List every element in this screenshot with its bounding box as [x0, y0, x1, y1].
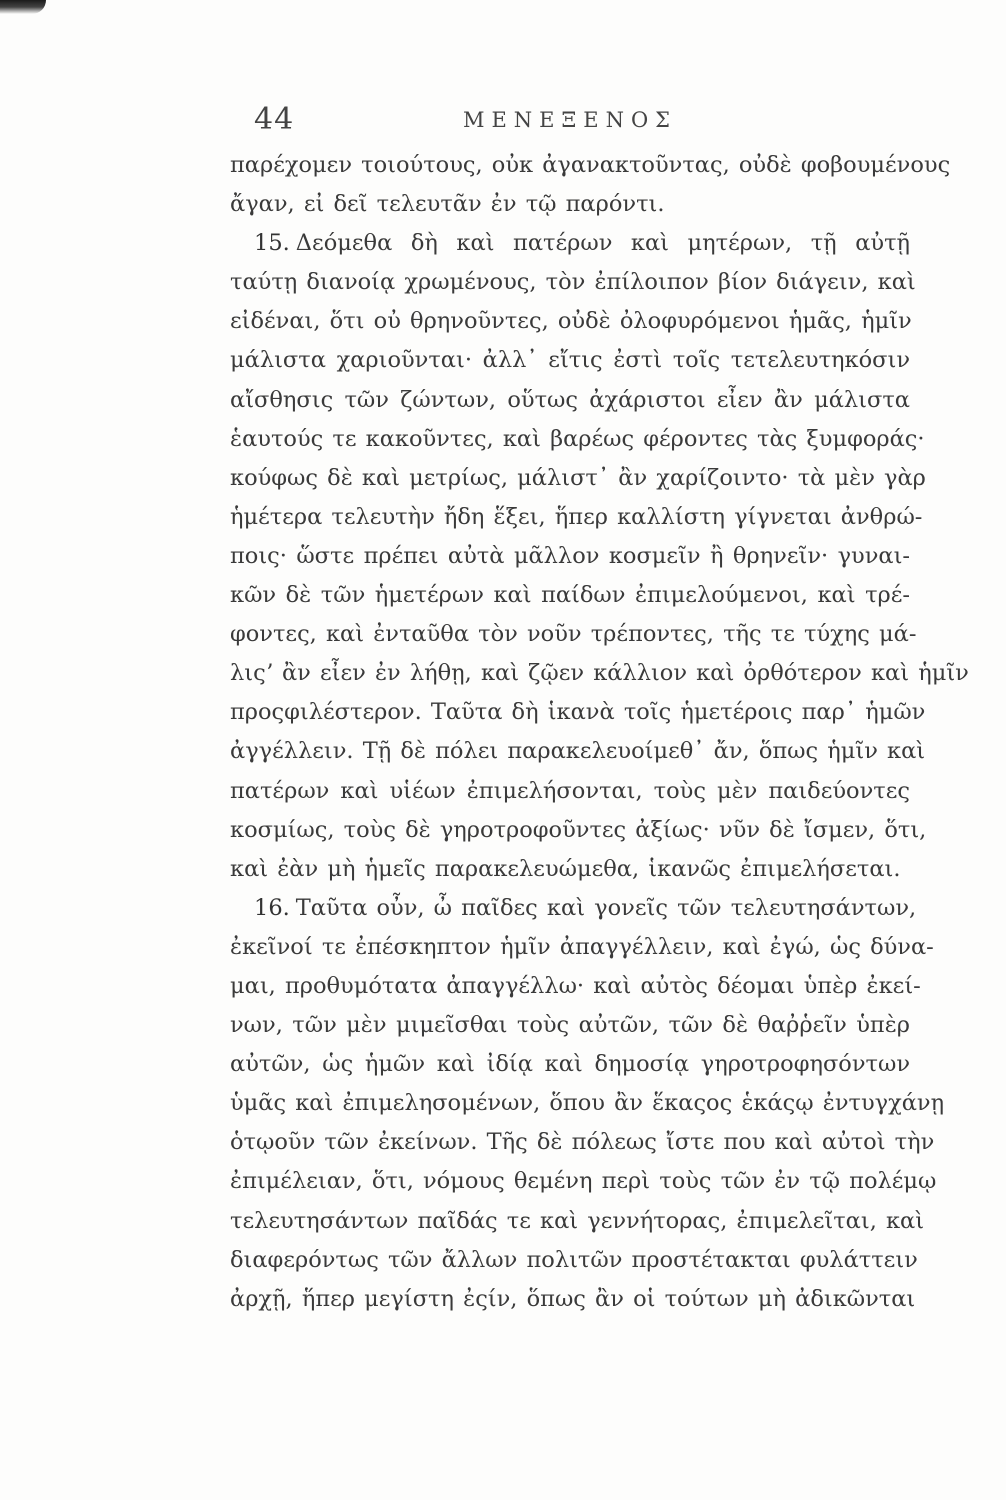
line-text: πατέρων καὶ υἱέων ἐπιμελήσονται, τοὺς μὲν παιδεύοντες [230, 777, 910, 804]
running-title: ΜΕΝΕΞΕΝΟΣ [462, 108, 678, 132]
text-line [230, 498, 923, 537]
text-line [230, 576, 910, 615]
text-line [230, 1162, 937, 1201]
line-text: νων, τῶν μὲν μιμεῖσθαι τοὺς αὐτῶν, τῶν δὲ θαῤῥεῖν ὑπὲρ [230, 1012, 910, 1039]
text-line [230, 263, 916, 302]
line-text: Δεόμεθα δὴ καὶ πατέρων καὶ μητέρων, τῇ αὐτῇ [295, 230, 910, 257]
text-line [230, 967, 921, 1006]
line-text: μαι, προθυμότατα ἀπαγγέλλω· καὶ αὐτὸς δέομαι ὑπὲρ ἐκεί- [230, 972, 921, 999]
text-line [230, 224, 910, 263]
text-line [230, 341, 910, 380]
line-text: παρέχομεν τοιούτους, οὐκ ἀγανακτοῦντας, οὐδὲ φοβουμένους [230, 152, 951, 178]
line-text: διαφερόντως τῶν ἄλλων πολιτῶν προστέτακται φυλάττειν [230, 1246, 918, 1273]
line-text: αὐτῶν, ὡς ἡμῶν καὶ ἰδίᾳ καὶ δημοσίᾳ γηροτροφησόντων [230, 1051, 910, 1078]
line-text: τελευτησάντων παῖδάς τε καὶ γεννήτορας, ἐπιμελεῖται, καὶ [230, 1207, 925, 1234]
section-number: 15. [254, 230, 290, 257]
text-line [230, 1084, 945, 1123]
text-line [230, 889, 917, 928]
line-text: προςφιλέστερον. Ταῦτα δὴ ἱκανὰ τοῖς ἡμετέροις παρ᾽ ἡμῶν [230, 699, 926, 726]
text-line [230, 1045, 910, 1084]
text-line [230, 459, 926, 498]
line-text: φοντες, καὶ ἐνταῦθα τὸν νοῦν τρέποντες, τῆς τε τύχης μά- [230, 621, 917, 648]
line-text: ἐπιμέλειαν, ὅτι, νόμους θεμένη περὶ τοὺς τῶν ἐν τῷ πολέμῳ [230, 1168, 937, 1195]
text-line [230, 146, 951, 185]
text-line [230, 1280, 916, 1319]
body-text [230, 146, 969, 1319]
text-line [230, 615, 917, 654]
text-line [230, 850, 910, 889]
line-text: ταύτῃ διανοίᾳ χρωμένους, τὸν ἐπίλοιπον βίον διάγειν, καὶ [230, 269, 916, 296]
line-text: εἰδέναι, ὅτι οὐ θρηνοῦντες, οὐδὲ ὀλοφυρόμενοι ἡμᾶς, ἡμῖν [230, 308, 912, 335]
line-text: ὁτῳοῦν τῶν ἐκείνων. Τῆς δὲ πόλεως ἴστε που καὶ αὐτοὶ τὴν [230, 1129, 935, 1156]
line-text: καὶ ἐὰν μὴ ἡμεῖς παρακελευώμεθα, ἱκανῶς ἐπιμελήσεται. [230, 855, 901, 882]
text-line [230, 1006, 910, 1045]
text-line [230, 654, 969, 693]
line-text: ἀρχῇ, ἥπερ μεγίστη ἐςίν, ὅπως ἂν οἱ τούτων μὴ ἀδικῶνται [230, 1285, 916, 1312]
page-header [230, 96, 910, 146]
line-text: κούφως δὲ καὶ μετρίως, μάλιστ᾽ ἂν χαρίζοιντο· τὰ μὲν γὰρ [230, 464, 926, 491]
text-line [230, 811, 927, 850]
text-line [230, 537, 910, 576]
line-text: ἄγαν, εἰ δεῖ τελευτᾶν ἐν τῷ παρόντι. [230, 191, 665, 218]
text-line [230, 772, 910, 811]
line-text: ἑαυτούς τε κακοῦντες, καὶ βαρέως φέροντες τὰς ξυμφοράς· [230, 425, 925, 452]
scan-corner-mark [0, 0, 46, 14]
text-line [230, 693, 926, 732]
text-line [230, 420, 925, 459]
line-text: ὑμᾶς καὶ ἐπιμελησομένων, ὅπου ἂν ἕκαςος ἑκάςῳ ἐντυγχάνῃ [230, 1090, 945, 1117]
line-text: κῶν δὲ τῶν ἡμετέρων καὶ παίδων ἐπιμελούμενοι, καὶ τρέ- [230, 582, 910, 609]
text-line [230, 381, 910, 420]
line-text: ποις· ὥστε πρέπει αὐτὰ μᾶλλον κοσμεῖν ἢ θρηνεῖν· γυναι- [230, 542, 910, 569]
section-number: 16. [254, 894, 290, 921]
page-number: 44 [254, 102, 295, 137]
line-text: ἀγγέλλειν. Τῇ δὲ πόλει παρακελευοίμεθ᾽ ἄν, ὅπως ἡμῖν καὶ [230, 738, 926, 765]
text-line [230, 302, 910, 341]
text-line [230, 1241, 918, 1280]
line-text: αἴσθησις τῶν ζώντων, οὕτως ἀχάριστοι εἶεν ἂν μάλιστα [230, 386, 910, 413]
line-text: λιςʼ ἂν εἶεν ἐν λήθῃ, καὶ ζῷεν κάλλιον καὶ ὀρθότερον καὶ ἡμῖν [230, 660, 969, 687]
text-line [230, 1202, 925, 1241]
text-line [230, 185, 910, 224]
book-page [230, 96, 969, 1319]
text-line [230, 732, 926, 771]
text-line [230, 928, 934, 967]
line-text: ἡμέτερα τελευτὴν ἤδη ἕξει, ἥπερ καλλίστη γίγνεται ἀνθρώ- [230, 503, 923, 530]
line-text: μάλιστα χαριοῦνται· ἀλλ᾽ εἴτις ἐστὶ τοῖς τετελευτηκόσιν [230, 347, 910, 374]
line-text: ἐκεῖνοί τε ἐπέσκηπτον ἡμῖν ἀπαγγέλλειν, καὶ ἐγώ, ὡς δύνα- [230, 933, 934, 960]
line-text: Ταῦτα οὖν, ὦ παῖδες καὶ γονεῖς τῶν τελευτησάντων, [295, 894, 917, 921]
text-line [230, 1123, 935, 1162]
line-text: κοσμίως, τοὺς δὲ γηροτροφοῦντες ἀξίως· νῦν δὲ ἴσμεν, ὅτι, [230, 816, 927, 843]
